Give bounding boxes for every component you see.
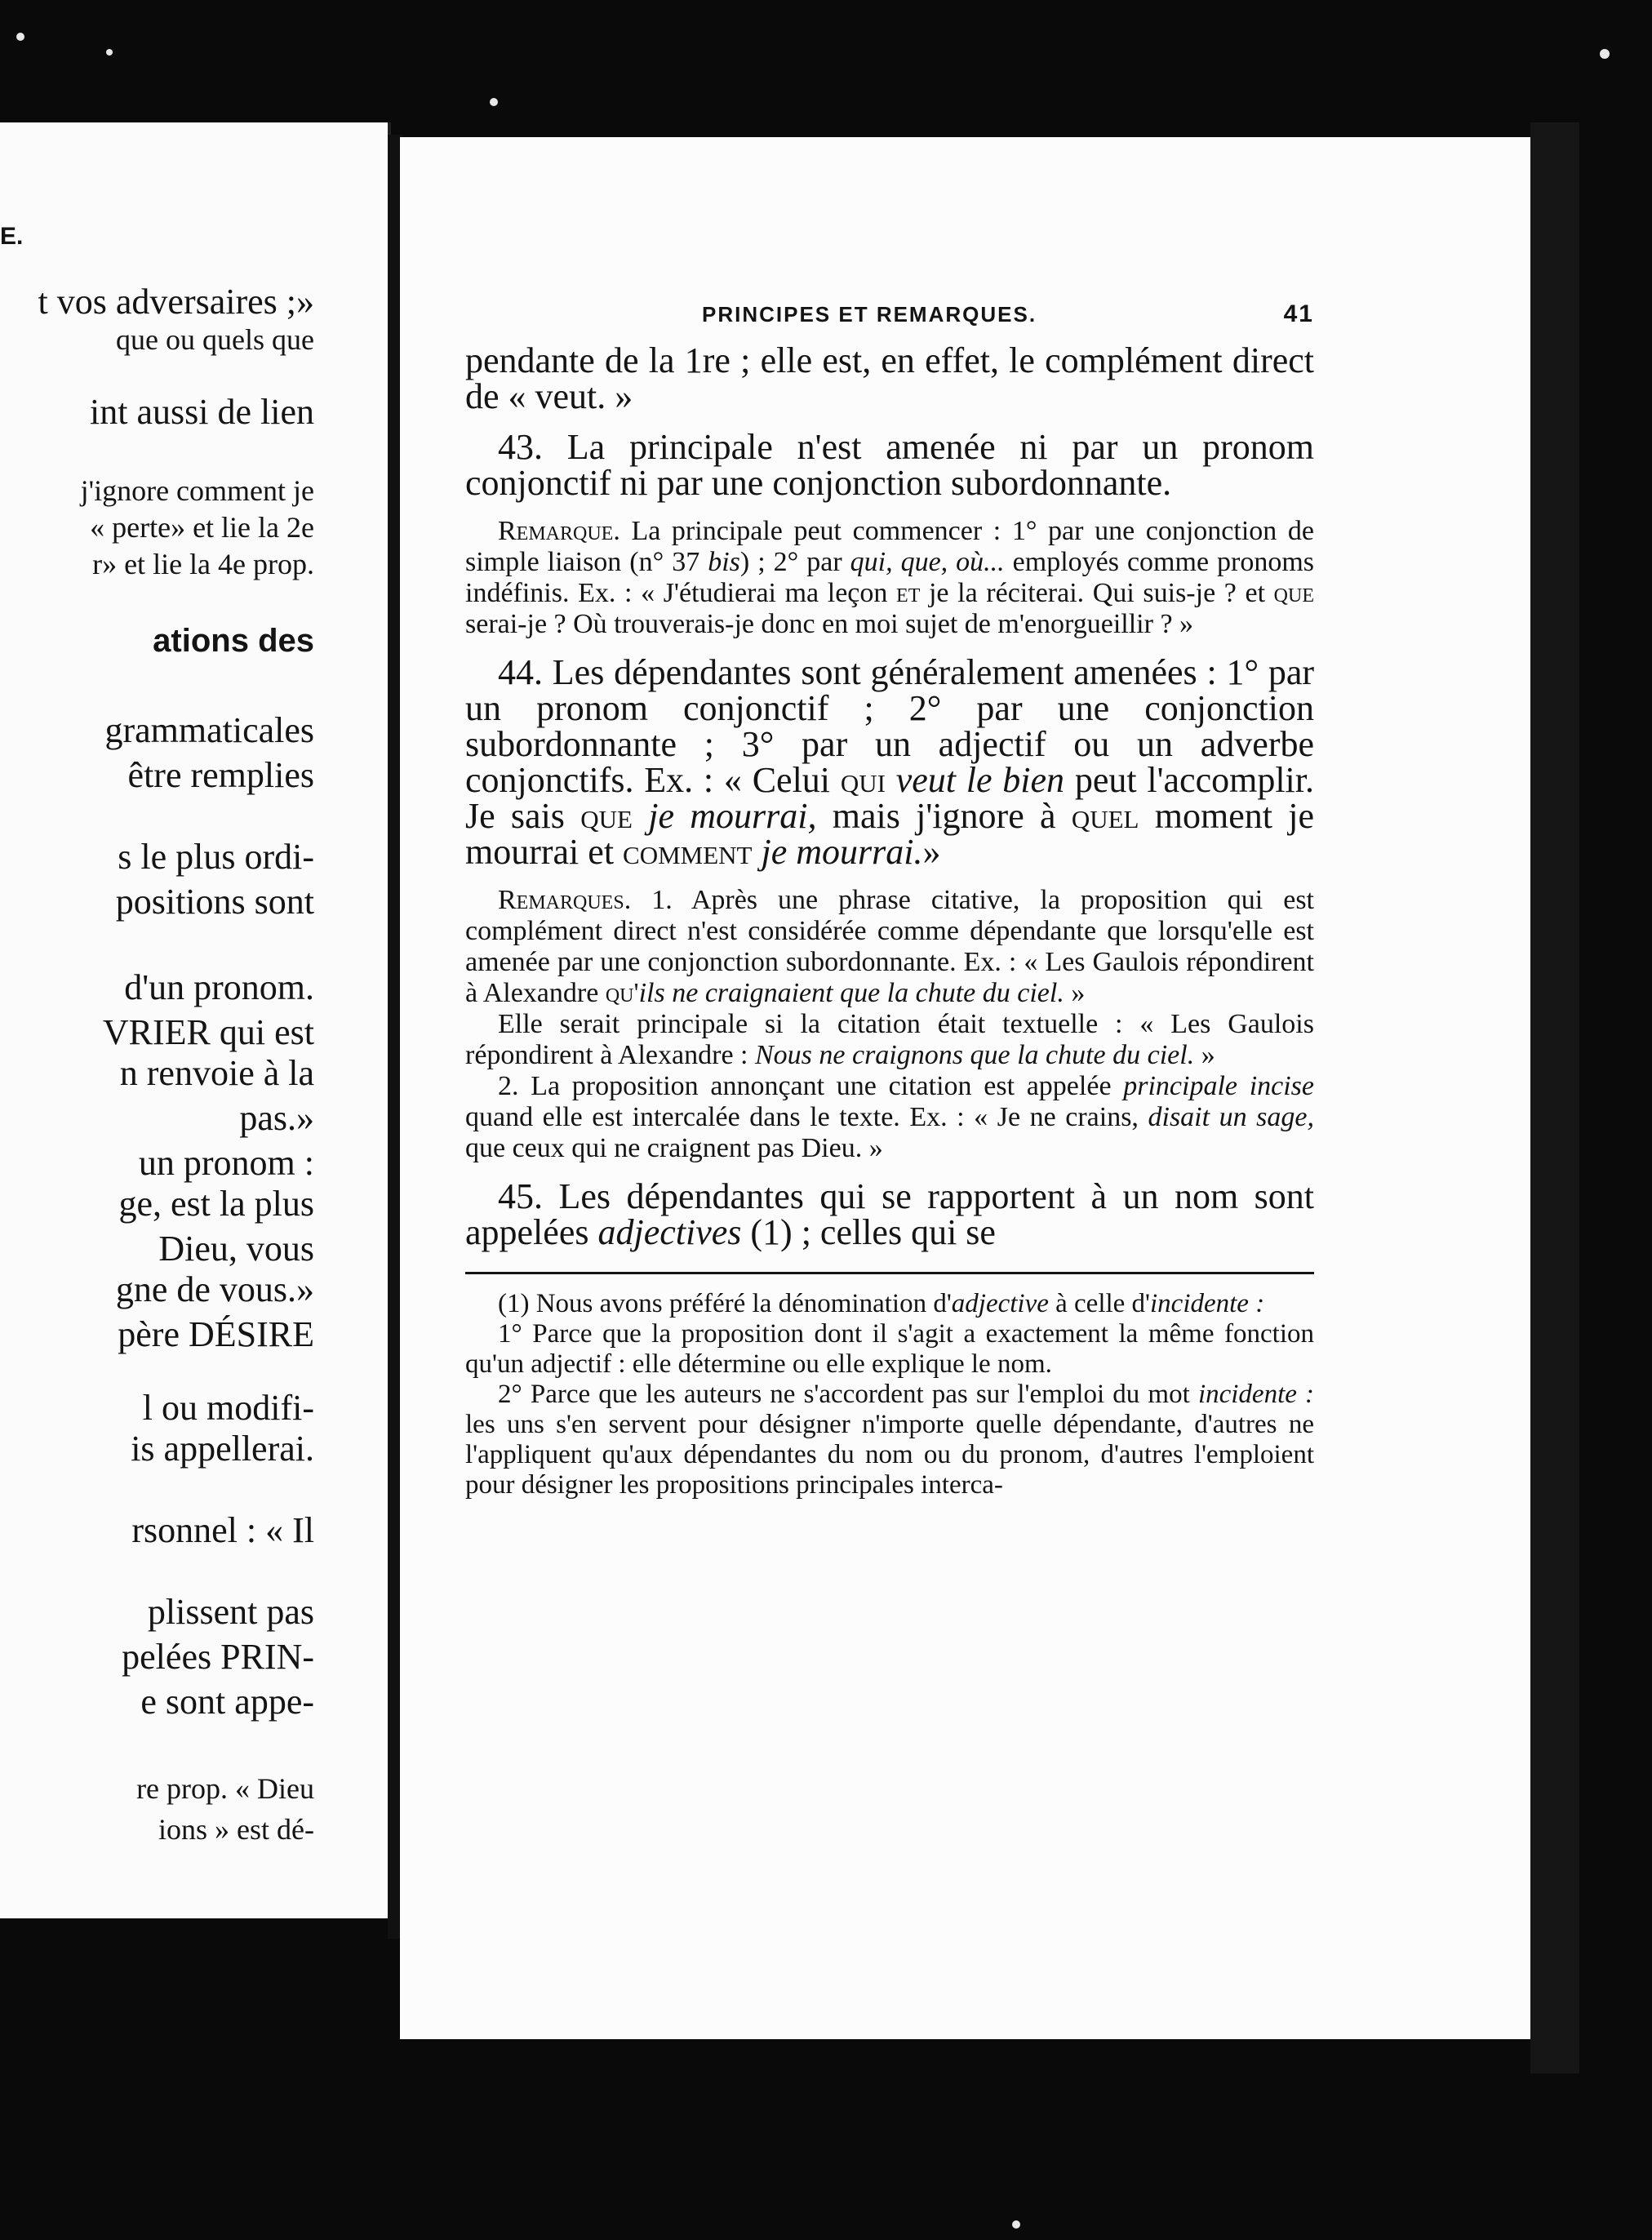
scan-speck — [490, 98, 498, 106]
remark-italic: ils ne craignaient que la chute du ciel. — [638, 978, 1064, 1008]
left-page-line: ge, est la plus — [118, 1184, 314, 1224]
remark-smallcaps: qu' — [605, 978, 639, 1008]
left-page — [0, 122, 391, 1918]
section-italic: adjectives — [597, 1212, 742, 1252]
left-page-line: être remplies — [127, 755, 314, 795]
continued-text: pendante de la 1re ; elle est, en effet, le complément direct de « veut. » — [465, 340, 1314, 416]
left-page-line: ions » est dé- — [158, 1813, 314, 1846]
left-page-line: pas.» — [239, 1098, 314, 1138]
remark-44-continuation — [465, 1009, 1314, 1071]
footnote-3 — [465, 1380, 1314, 1500]
left-page-line: que ou quels que — [116, 323, 314, 356]
footnote-italic: adjective — [951, 1289, 1049, 1318]
footnote-text: (1) Nous avons préféré la dénomination d' — [498, 1289, 952, 1318]
remark-text: je la réciterai. Qui suis-je ? et — [928, 578, 1266, 608]
footnote-italic: incidente : — [1197, 1380, 1315, 1409]
section-text: peut l'accomplir. Je sais — [465, 760, 1315, 836]
left-page-line: E. — [0, 223, 24, 250]
section-italic: veut le bien — [895, 760, 1065, 800]
remark-44-second — [465, 1071, 1314, 1164]
section-text: Les dépendantes sont généralement amenées : 1° par un pronom conjonctif ; 2° par une conjonction subordonnante ; 3° par un adjectif ou un adverbe conjonctifs. Ex. : « Celui — [465, 652, 1315, 800]
section-smallcaps: que — [580, 796, 633, 836]
scan-speck — [106, 49, 113, 56]
remarks-44 — [465, 885, 1314, 1009]
scan-speck — [16, 33, 24, 41]
remark-text: Elle serait principale si la citation était textuelle : « Les Gaulois répondirent à Alexandre : — [465, 1009, 1314, 1070]
scan-speck — [1600, 49, 1610, 59]
section-43 — [465, 429, 1314, 501]
left-page-line: père DÉSIRE — [118, 1314, 314, 1354]
section-number: 44. — [498, 652, 543, 692]
remark-smallcaps: et — [896, 578, 921, 608]
footnote-text: à celle d' — [1055, 1289, 1150, 1318]
right-page — [400, 137, 1530, 2039]
footnote-2 — [465, 1319, 1314, 1380]
left-page-line: gne de vous.» — [115, 1269, 314, 1309]
remark-text: quand elle est intercalée dans le texte. Ex. : « Je ne crains, — [465, 1102, 1139, 1132]
section-text: mais j'ignore à — [832, 796, 1056, 836]
left-page-line: pelées PRIN- — [122, 1637, 314, 1677]
footnote-1 — [465, 1289, 1314, 1319]
remark-text: que ceux qui ne craignent pas Dieu. » — [465, 1133, 883, 1163]
remark-label: Remarques. — [498, 885, 632, 915]
footnote-text: 2° Parce que les auteurs ne s'accordent pas sur l'emploi du mot — [498, 1380, 1190, 1409]
remark-italic: qui, que, où... — [850, 547, 1005, 577]
page-content — [465, 300, 1314, 1500]
left-page-line: r» et lie la 4e prop. — [92, 548, 314, 580]
left-page-line: un pronom : — [138, 1143, 314, 1183]
footnote-italic: incidente : — [1150, 1289, 1265, 1318]
left-page-line: plissent pas — [147, 1592, 314, 1632]
footnote-text: 1° Parce que la proposition dont il s'agit a exactement la même fonction qu'un adjectif : elle détermine ou elle explique le nom. — [465, 1319, 1314, 1379]
section-45 — [465, 1176, 1314, 1252]
left-page-line: positions sont — [115, 882, 314, 922]
left-page-line: l ou modifi- — [142, 1388, 314, 1428]
continued-paragraph — [465, 340, 1314, 416]
remark-italic: principale incise — [1123, 1071, 1314, 1101]
left-page-line: VRIER qui est — [102, 1012, 314, 1052]
remark-italic: disait un sage, — [1148, 1102, 1314, 1132]
remark-43 — [465, 516, 1314, 640]
remark-text: 1. Après une phrase citative, la proposition qui est complément direct n'est considérée comme dépendante que lorsqu'elle est amenée par une conjonction subordonnante. Ex. : « Les Gaulois répondirent à Alexandre — [465, 885, 1314, 1008]
footnote-rule — [465, 1272, 1314, 1274]
section-italic: je mourrai. — [761, 832, 923, 872]
remark-text: employés comme pronoms indéfinis. Ex. : « J'étudierai ma leçon — [465, 547, 1315, 608]
section-number: 43. — [498, 427, 543, 467]
section-smallcaps: qui — [840, 760, 886, 800]
left-page-line: s le plus ordi- — [118, 837, 314, 877]
section-text: La principale n'est amenée ni par un pronom conjonctif ni par une conjonction subordonnante. — [465, 427, 1314, 503]
page-number: 41 — [1283, 300, 1314, 327]
left-page-line: n renvoie à la — [119, 1053, 314, 1093]
left-page-line: j'ignore comment je — [80, 474, 314, 507]
remark-italic: bis — [708, 547, 740, 577]
section-text: moment je mourrai et — [465, 796, 1314, 872]
remark-text: ) ; 2° par — [739, 547, 842, 577]
scan-speck — [1012, 2220, 1020, 2229]
left-page-line: int aussi de lien — [90, 392, 314, 432]
section-smallcaps: comment — [623, 832, 753, 872]
running-head — [465, 300, 1314, 328]
left-page-line: t vos adversaires ;» — [38, 282, 314, 322]
book-edge — [1530, 122, 1579, 2073]
left-page-line: d'un pronom. — [124, 967, 314, 1007]
remark-text: » — [1071, 978, 1086, 1008]
remark-text: serai-je ? Où trouverais-je donc en moi sujet de m'enorgueillir ? » — [465, 609, 1194, 639]
running-head-title: PRINCIPES ET REMARQUES. — [702, 302, 1037, 327]
remark-text: 2. La proposition annonçant une citation est appelée — [498, 1071, 1112, 1101]
section-44 — [465, 652, 1315, 872]
section-smallcaps: quel — [1071, 796, 1139, 836]
remark-label: Remarque. — [498, 516, 620, 546]
remark-text: » — [1201, 1040, 1215, 1070]
remark-italic: Nous ne craignons que la chute du ciel. — [754, 1040, 1195, 1070]
left-page-line: rsonnel : « Il — [131, 1510, 314, 1550]
footnote-text: les uns s'en servent pour désigner n'importe quelle dépendante, d'autres ne l'appliquent qu'aux dépendantes du nom ou du pronom, d'autres l'emploient pour désigner les propositions principales interca- — [465, 1410, 1314, 1500]
left-page-line: e sont appe- — [140, 1682, 314, 1722]
left-page-line: grammaticales — [104, 710, 314, 750]
remark-text: La principale peut commencer : 1° par une conjonction de simple liaison (n° 37 — [465, 516, 1314, 577]
left-page-line: ations des — [153, 623, 314, 659]
section-italic: je mourrai, — [648, 796, 817, 836]
left-page-line: re prop. « Dieu — [136, 1772, 314, 1805]
section-number: 45. — [498, 1176, 543, 1216]
left-page-line: « perte» et lie la 2e — [90, 511, 314, 544]
left-page-line: Dieu, vous — [158, 1229, 314, 1269]
left-page-line: is appellerai. — [131, 1429, 314, 1469]
section-text: Les dépendantes qui se rapportent à un nom sont appelées — [465, 1176, 1314, 1252]
remark-smallcaps: que — [1273, 578, 1314, 608]
section-text: » — [922, 832, 941, 872]
section-text: (1) ; celles qui se — [750, 1212, 996, 1252]
